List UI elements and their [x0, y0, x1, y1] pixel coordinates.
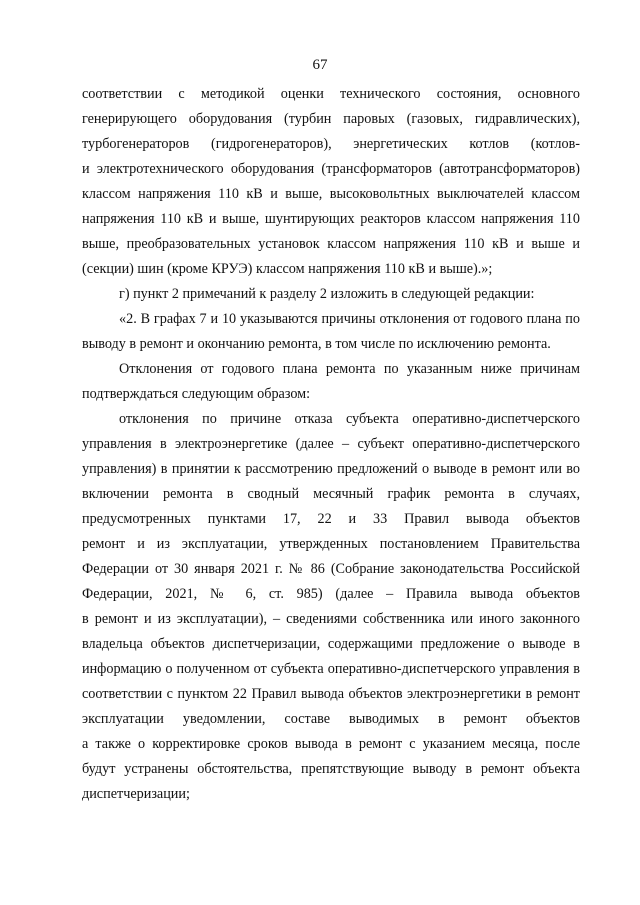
- text-line: и электротехнического оборудования (трансформаторов (автотрансформаторов): [82, 161, 580, 177]
- text-line: подтверждаться следующим образом:: [82, 386, 311, 402]
- text-line: генерирующего оборудования (турбин паровых (газовых, гидравлических),: [82, 111, 580, 127]
- text-line: выше, преобразовательных установок классом напряжения 110 кВ и выше и: [82, 236, 580, 252]
- text-line: включении ремонта в сводный месячный график ремонта в случаях,: [82, 486, 580, 502]
- text-line: управления в электроэнергетике (далее – субъект оперативно-диспетчерского: [82, 436, 580, 452]
- text-line: предусмотренных пунктами 17, 22 и 33 Правил вывода объектов: [82, 511, 580, 527]
- text-line: классом напряжения 110 кВ и выше, высоковольтных выключателей классом: [82, 186, 580, 202]
- text-line: напряжения 110 кВ и выше, шунтирующих реакторов классом напряжения 110: [82, 211, 580, 227]
- text-line: «2. В графах 7 и 10 указываются причины отклонения от годового плана по: [119, 311, 580, 327]
- text-line: г) пункт 2 примечаний к разделу 2 изложить в следующей редакции:: [119, 286, 535, 302]
- page-number: 67: [312, 57, 328, 73]
- text-line: отклонения по причине отказа субъекта оперативно-диспетчерского: [119, 411, 580, 427]
- text-line: эксплуатации уведомлении, составе выводимых в ремонт объектов: [82, 711, 580, 727]
- text-line: а также о корректировке сроков вывода в ремонт с указанием месяца, после: [82, 736, 580, 752]
- text-line: ремонт и из эксплуатации, утвержденных постановлением Правительства: [82, 536, 580, 552]
- text-line: диспетчеризации;: [82, 786, 190, 802]
- document-body: [82, 82, 580, 807]
- text-line: в ремонт и из эксплуатации), – сведениями собственника или иного законного: [82, 611, 580, 627]
- text-line: будут устранены обстоятельства, препятствующие выводу в ремонт объекта: [82, 761, 580, 777]
- text-line: Федерации, 2021, № 6, ст. 985) (далее – Правила вывода объектов: [82, 586, 580, 602]
- text-line: информацию о полученном от субъекта оперативно-диспетчерского управления в: [82, 661, 580, 677]
- text-line: владельца объектов диспетчеризации, содержащими предложение о выводе в: [82, 636, 580, 652]
- text-line: Отклонения от годового плана ремонта по указанным ниже причинам: [119, 361, 580, 377]
- text-line: выводу в ремонт и окончанию ремонта, в том числе по исключению ремонта.: [82, 336, 551, 352]
- text-line: турбогенераторов (гидрогенераторов), энергетических котлов (котлов-: [82, 136, 580, 152]
- text-line: Федерации от 30 января 2021 г. № 86 (Собрание законодательства Российской: [82, 561, 580, 577]
- text-line: соответствии с методикой оценки технического состояния, основного: [82, 86, 580, 102]
- text-line: соответствии с пунктом 22 Правил вывода объектов электроэнергетики в ремонт: [82, 686, 580, 702]
- text-line: управления) в принятии к рассмотрению предложений о выводе в ремонт или во: [82, 461, 580, 477]
- text-line: (секции) шин (кроме КРУЭ) классом напряжения 110 кВ и выше).»;: [82, 261, 493, 277]
